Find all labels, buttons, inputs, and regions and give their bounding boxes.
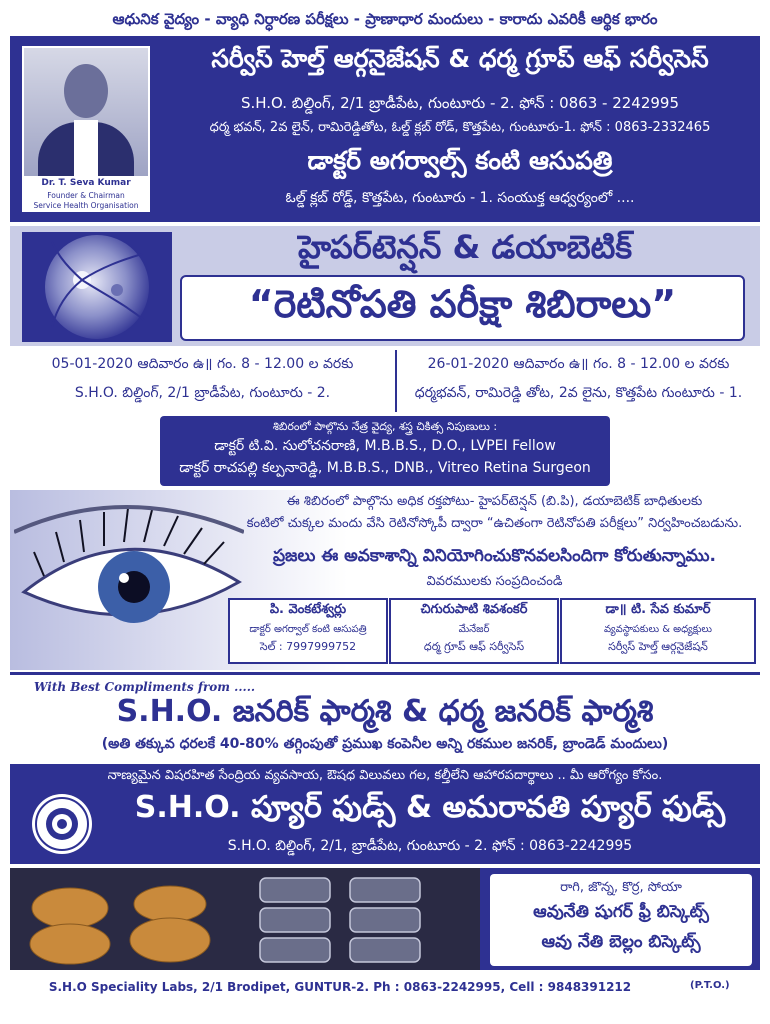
biscuits-grains: రాగి, జొన్న, కొర్ర, సోయా bbox=[560, 880, 682, 895]
info-line-1: ఈ శిబిరంలో పాల్గొను అధిక రక్తపోటు- హైపర్‌టెన్షన్ (బి.పి), డయాబెటిక్ బాధితులకు bbox=[286, 494, 703, 509]
founder-name: Dr. T. Seva Kumar bbox=[41, 178, 131, 188]
pharmacy-note: (అతి తక్కువ ధరలకే 40-80% తగ్గింపుతో ప్రముఖ కంపెనీల అన్ని రకముల జనరిక్, బ్రాండెడ్ మందులు) bbox=[101, 736, 669, 752]
doctors-intro: శిబిరంలో పాల్గొను నేత్ర వైద్య, శస్త్ర చికిత్స నిపుణులు : bbox=[272, 420, 498, 433]
foods-address: S.H.O. బిల్డింగ్, 2/1, బ్రాడీపేట, గుంటూరు - 2. ఫోన్ : 0863-2242995 bbox=[227, 838, 633, 854]
info-line-2: కంటిలో చుక్కల మందు వేసి రెటినోస్కోపీ ద్వారా “ఉచితంగా రెటినోపతి పరీక్షలు” నిర్వహించబడును. bbox=[246, 516, 743, 531]
info-line-3: ప్రజలు ఈ అవకాశాన్ని వినియోగించుకొనవలసిందిగా కోరుతున్నాము. bbox=[272, 546, 717, 566]
camp-title-line2: “రెటినోపతి పరీక్షా శిబిరాలు” bbox=[248, 282, 677, 326]
tagline: ఆధునిక వైద్యం - వ్యాధి నిర్ధారణ పరీక్షలు - ప్రాణాధార మందులు - కారాదు ఎవరికీ ఆర్థిక భారం bbox=[112, 10, 658, 28]
biscuits-jaggery: ఆవు నేతి బెల్లం బిస్కెట్స్ bbox=[541, 932, 701, 952]
organisation-address-2: ధర్మ భవన్, 2వ లైన్, రామిరెడ్డితోట, ఓల్డ్ క్లబ్ రోడ్, కొత్తపేట, గుంటూరు-1. ఫోన్ : 0863-2332465 bbox=[209, 120, 711, 135]
founder-photo-card bbox=[22, 46, 150, 212]
organisation-name: సర్వీస్ హెల్త్ ఆర్గనైజేషన్ & ధర్మ గ్రూప్ ఆఫ్ సర్వీసెస్ bbox=[211, 44, 709, 73]
section-divider bbox=[10, 672, 760, 675]
foods-name: S.H.O. ప్యూర్ ఫుడ్స్ & అమరావతి ప్యూర్ ఫుడ్స్ bbox=[134, 790, 726, 825]
doctor-2: డాక్టర్ రాచపల్లి కల్పనారెడ్డి, M.B.B.S., DNB., Vitreo Retina Surgeon bbox=[179, 460, 591, 476]
organisation-seal-icon bbox=[30, 792, 94, 856]
founder-role-line2: Service Health Organisation bbox=[33, 201, 139, 210]
pharmacy-name: S.H.O. జనరిక్ ఫార్మశి & ధర్మ జనరిక్ ఫార్మశి bbox=[116, 694, 654, 729]
camp-date-right-when: 26-01-2020 ఆదివారం ఉ॥ గం. 8 - 12.00 ల వరకు bbox=[427, 356, 730, 372]
camp-date-left-when: 05-01-2020 ఆదివారం ఉ॥ గం. 8 - 12.00 ల వరకు bbox=[51, 356, 354, 372]
pto-note: (P.T.O.) bbox=[690, 980, 730, 991]
contact-2-role: మేనేజర్ bbox=[458, 624, 490, 635]
camp-date-left bbox=[10, 350, 395, 412]
founder-role-line1: Founder & Chairman bbox=[47, 191, 125, 200]
contact-card-3 bbox=[560, 598, 756, 664]
contact-3-role: వ్యవస్థాపకులు & అధ్యక్షులు bbox=[604, 624, 712, 635]
biscuits-sugar-free: ఆవునేతి షుగర్ ఫ్రీ బిస్కెట్స్ bbox=[533, 902, 709, 922]
info-line-4: వివరములకు సంప్రదించండి bbox=[426, 574, 563, 589]
contact-1-phone: సెల్ : 7997999752 bbox=[259, 640, 357, 653]
contact-1-name: పి. వెంకటేశ్వర్లు bbox=[269, 602, 347, 617]
footer-contact: S.H.O Speciality Labs, 2/1 Brodipet, GUNTUR-2. Ph : 0863-2242995, Cell : 9848391212 bbox=[48, 980, 632, 994]
doctor-1: డాక్టర్ టి.వి. సులోచనరాణి, M.B.B.S., D.O., LVPEI Fellow bbox=[214, 438, 556, 454]
contact-3-name: డా॥ టి. సేవ కుమార్ bbox=[605, 602, 711, 617]
eye-image bbox=[14, 492, 244, 668]
camp-date-left-where: S.H.O. బిల్డింగ్, 2/1 బ్రాడీపేట, గుంటూరు - 2. bbox=[74, 385, 331, 401]
hospital-name: డాక్టర్ అగర్వాల్స్ కంటి ఆసుపత్రి bbox=[307, 146, 613, 175]
retina-image bbox=[22, 232, 172, 342]
contact-1-role: డాక్టర్ అగర్వాల్ కంటి ఆసుపత్రి bbox=[249, 624, 367, 635]
contact-2-name: చిగురుపాటి శివశంకర్ bbox=[420, 602, 528, 617]
founder-photo bbox=[24, 48, 148, 176]
camp-date-right-where: ధర్మభవన్, రామిరెడ్డి తోట, 2వ లైను, కొత్తపేట గుంటూరు - 1. bbox=[414, 385, 743, 401]
contact-2-org: ధర్మ గ్రూప్ ఆఫ్ సర్వీసెస్ bbox=[423, 640, 525, 653]
camp-date-right bbox=[395, 350, 760, 412]
contact-3-org: సర్వీస్ హెల్త్ ఆర్గనైజేషన్ bbox=[608, 640, 708, 653]
contact-card-2 bbox=[389, 598, 559, 664]
organisation-address-1: S.H.O. బిల్డింగ్, 2/1 బ్రాడీపేట, గుంటూరు - 2. ఫోన్ : 0863 - 2242995 bbox=[240, 94, 680, 112]
camp-title-line1: హైపర్‌టెన్షన్ & డయాబెటిక్ bbox=[297, 228, 633, 266]
compliments-text: With Best Compliments from ..... bbox=[34, 680, 256, 694]
foods-tagline: నాణ్యమైన విషరహిత సేంద్రియ వ్యవసాయ, ఔషధ విలువలు గల, కల్తీలేని ఆహారపదార్థాలు .. మీ ఆరోగ్యం కోసం. bbox=[107, 768, 663, 783]
biscuits-photo bbox=[10, 868, 480, 970]
contact-card-1 bbox=[228, 598, 388, 664]
hospital-address: ఓల్డ్ క్లబ్ రోడ్డ్, కొత్తపేట, గుంటూరు - 1. సంయుక్త ఆధ్వర్యంలో .... bbox=[285, 190, 635, 206]
